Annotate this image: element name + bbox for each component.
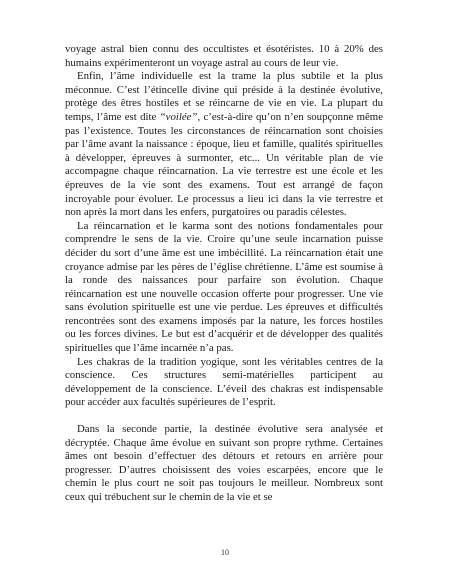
paragraph-3-text: La réincarnation et le karma sont des notions fondamentales pour comprendre le sens de la vie. Croire qu’une seule incarnation puisse décider du sort d’une âme est une imbécillité. La réincarnation était une croyance admise par les pères de l’église chrétienne. L’âme est soumise à la ronde des naissances pour parfaire son évolution. Chaque réincarnation est une nouvelle occasion offerte pour progresser. Une vie sans évolution spirituelle est une vie perdue. Les épreuves et difficultés rencontrées sont des examens imposés par la nature, les forces hostiles ou les forces divines. Le but est d’acquérir et de développer des qualités spirituelles que l’âme incarnée n’a pas. <box>65 219 383 355</box>
paragraph-4 <box>65 356 383 410</box>
paragraph-4-text: Les chakras de la tradition yogique, sont les véritables centres de la conscience. Ces structures semi-matérielles participent au développement de la conscience. L’éveil des chakras est indispensable pour accéder aux facultés supérieures de l’esprit. <box>65 355 383 409</box>
page-number: 10 <box>221 548 229 557</box>
body-text <box>65 43 383 505</box>
paragraph-1-text: voyage astral bien connu des occultistes et ésotéristes. 10 à 20% des humains expérimenteront un voyage astral au cours de leur vie. <box>65 43 383 69</box>
paragraph-3 <box>65 220 383 356</box>
paragraph-5 <box>65 423 383 505</box>
paragraph-5-text: Dans la seconde partie, la destinée évolutive sera analysée et décryptée. Chaque âme évolue en suivant son propre rythme. Certaines âmes ont besoin d’effectuer des détours et retours en arrière pour progresser. D’autres choisissent des voies escarpées, encore que le chemin le plus court ne soit pas toujours le meilleur. Nombreux sont ceux qui trébuchent sur le chemin de la vie et se <box>65 423 383 503</box>
paragraph-2-emphasis: “voilée” <box>159 110 198 123</box>
paragraph-2-text-a: Enfin, l’âme individuelle est la trame la plus subtile et la plus méconnue. C’est l’étincelle divine qui préside à la destinée évolutive, protège des êtres hostiles et se réincarne de vie en vie. La plupart du temps, l’âme est dite <box>65 70 383 123</box>
paragraph-1 <box>65 43 383 70</box>
paragraph-2-text-b: , c’est-à-dire qu’on n’en soupçonne même pas l’existence. Toutes les circonstances de réincarnation sont choisies par l’âme avant la naissance : époque, lieu et famille, qualités spirituelles à développer, épreuves à surmonter, etc... Un véritable plan de vie accompagne chaque réincarnation. La vie terrestre est une école et les épreuves de la vie sont des examens. Tout est arrangé de façon incroyable pour évoluer. Le processus a lieu ici dans la vie terrestre et non après la mort dans les enfers, purgatoires ou paradis célestes. <box>65 110 383 219</box>
paragraph-2 <box>65 70 383 220</box>
